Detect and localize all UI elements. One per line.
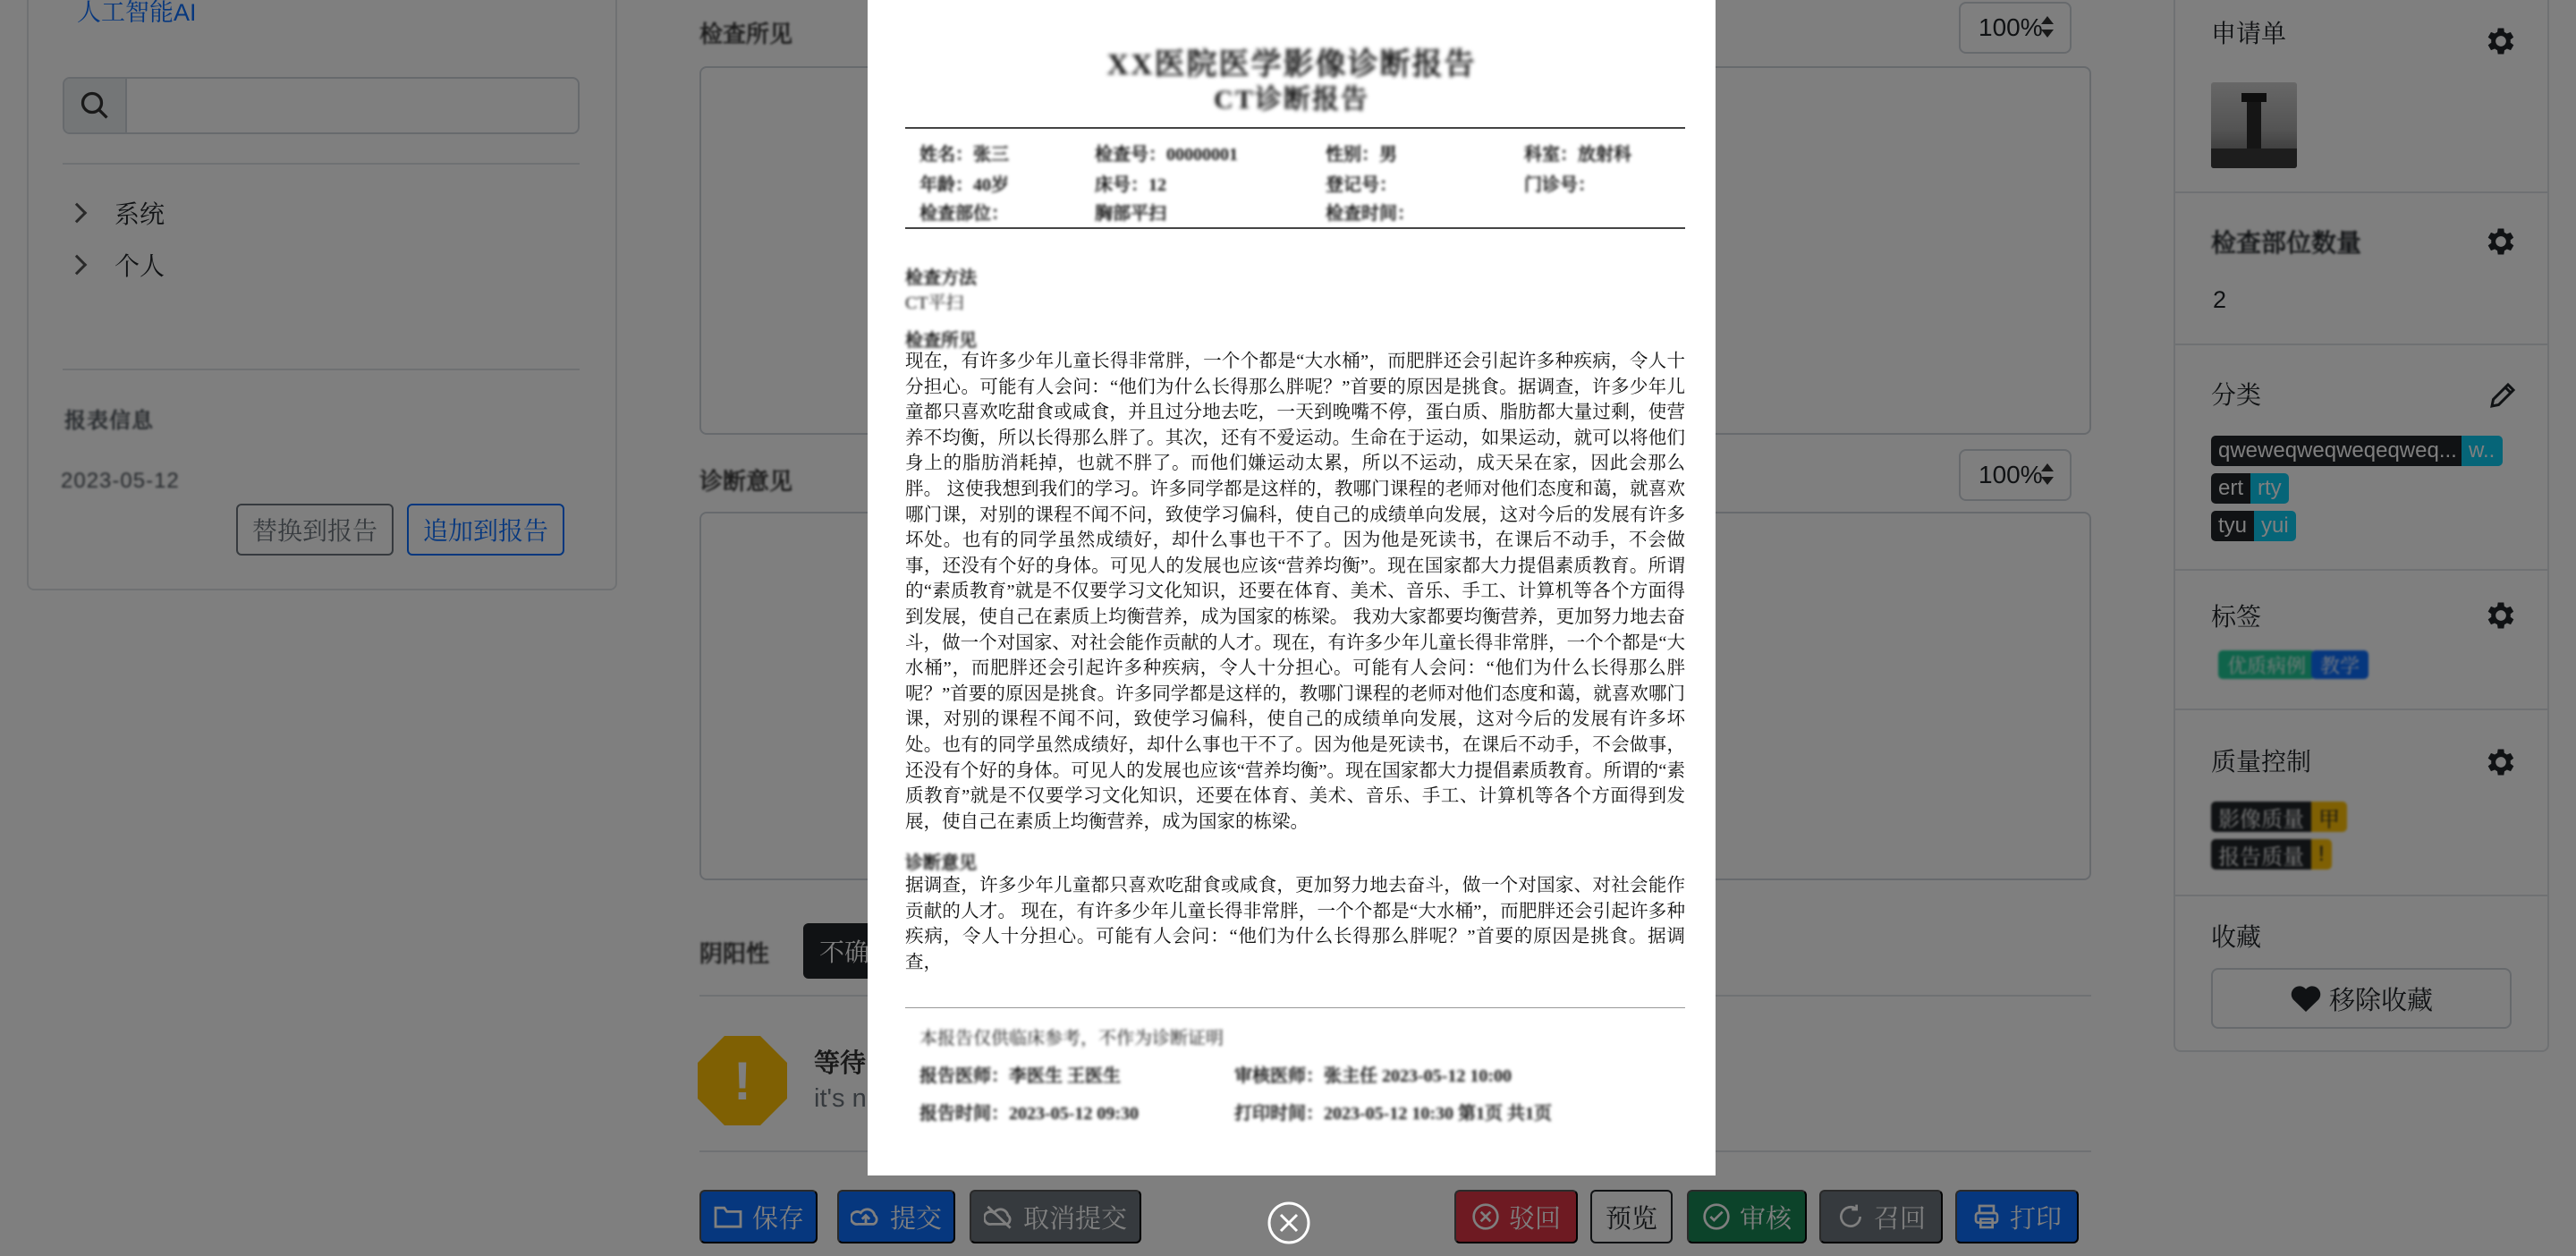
meta-field: 年龄：40岁 <box>919 175 1009 195</box>
meta-field: 胸部平扫 <box>1095 204 1166 224</box>
footer-field: 打印时间：2023-05-12 10:30 第1页 共1页 <box>1234 1104 1552 1124</box>
meta-field: 床号：12 <box>1095 175 1166 195</box>
report-rule <box>905 1007 1685 1008</box>
meta-field: 检查部位： <box>919 204 1009 224</box>
report-rule <box>905 127 1685 129</box>
meta-field: 检查时间： <box>1326 204 1415 224</box>
report-subtitle: CT诊断报告 <box>1214 85 1369 115</box>
findings-text: 现在，有许多少年儿童长得非常胖，一个个都是“大水桶”，而肥胖还会引起许多种疾病，令人十分担心。可能有人会问：“他们为什么长得那么胖呢？”首要的原因是挑食。据调查，许多少年儿童都只喜欢吃甜食或咸食，并且过分地去吃，一天到晚嘴不停，蛋白质、脂肪都大量过剩，使营养不均衡，所以长得那么胖了。其次，还有不爱运动。生命在于运动，如果运动，就可以将他们身上的脂肪消耗掉，也就不胖了。而他们嫌运动太累，所以不运动，成天呆在家，因此会那么胖。 这使我想到我们的学习。许多同学都是这样的，教哪门课程的老师对他们态度和蔼，就喜欢哪门课，对别的课程不闻不问，致使学习偏科，使自己的成绩单向发展，这对今后的发展有许多坏处。也有的同学虽然成绩好，却什么事也干不了。因为他是死读书，在课后不动手，不会做事，还没有个好的身体。可见人的发展也应该“营养均衡”。现在国家都大力提倡素质教育。所谓的“素质教育”就是不仅要学习文化知识，还要在体育、美术、音乐、手工、计算机等各个方面得到发展，使自己在素质上均衡营养，成为国家的栋梁。 我劝大家都要均衡营养，更加努力地去奋斗，做一个对国家、对社会能作贡献的人才。现在，有许多少年儿童长得非常胖，一个个都是“大水桶”，而肥胖还会引起许多种疾病，令人十分担心。可能有人会问：“他们为什么长得那么胖呢？”首要的原因是挑食。许多同学都是这样的，教哪门课程的老师对他们态度和蔼，就喜欢哪门课，对别的课程不闻不问，致使学习偏科，使自己的成绩单向发展，这对今后的发展有许多坏处。也有的同学虽然成绩好，却什么事也干不了。因为他是死读书，在课后不动手，不会做事，还没有个好的身体。可见人的发展也应该“营养均衡”。现在国家都大力提倡素质教育。所谓的“素质教育”就是不仅要学习文化知识，还要在体育、美术、音乐、手工、计算机等各个方面得到发展，使自己在素质上均衡营养，成为国家的栋梁。 <box>905 352 1685 832</box>
footer-note: 本报告仅供临床参考，不作为诊断证明 <box>919 1029 1224 1048</box>
meta-field: 姓名：张三 <box>919 145 1009 165</box>
section-heading: 检查方法 <box>905 268 977 288</box>
report-title: XX医院医学影像诊断报告 <box>1106 48 1477 81</box>
meta-field: 科室：放射科 <box>1524 145 1631 165</box>
section-content: CT平扫 <box>905 293 964 313</box>
footer-field: 报告时间：2023-05-12 09:30 <box>919 1104 1139 1124</box>
footer-field: 报告医师：李医生 王医生 <box>919 1066 1121 1086</box>
meta-field: 登记号： <box>1326 175 1397 195</box>
meta-field: 性别：男 <box>1326 145 1397 165</box>
report-rule <box>905 227 1685 229</box>
section-heading: 检查所见 <box>905 331 977 351</box>
meta-field: 检查号：00000001 <box>1095 145 1238 165</box>
section-heading: 诊断意见 <box>905 853 977 873</box>
report-preview-document <box>868 0 1716 1175</box>
meta-field: 门诊号： <box>1524 175 1596 195</box>
impression-text: 据调查，许多少年儿童都只喜欢吃甜食或咸食，更加努力地去奋斗，做一个对国家、对社会能作贡献的人才。 现在，有许多少年儿童长得非常胖，一个个都是“大水桶”，而肥胖还会引起许多种疾病，令人十分担心。可能有人会问：“他们为什么长得那么胖呢？”首要的原因是挑食。据调查， <box>905 876 1685 972</box>
footer-field: 审核医师：张主任 2023-05-12 10:00 <box>1234 1066 1512 1086</box>
close-circle-icon[interactable] <box>1267 1201 1311 1245</box>
